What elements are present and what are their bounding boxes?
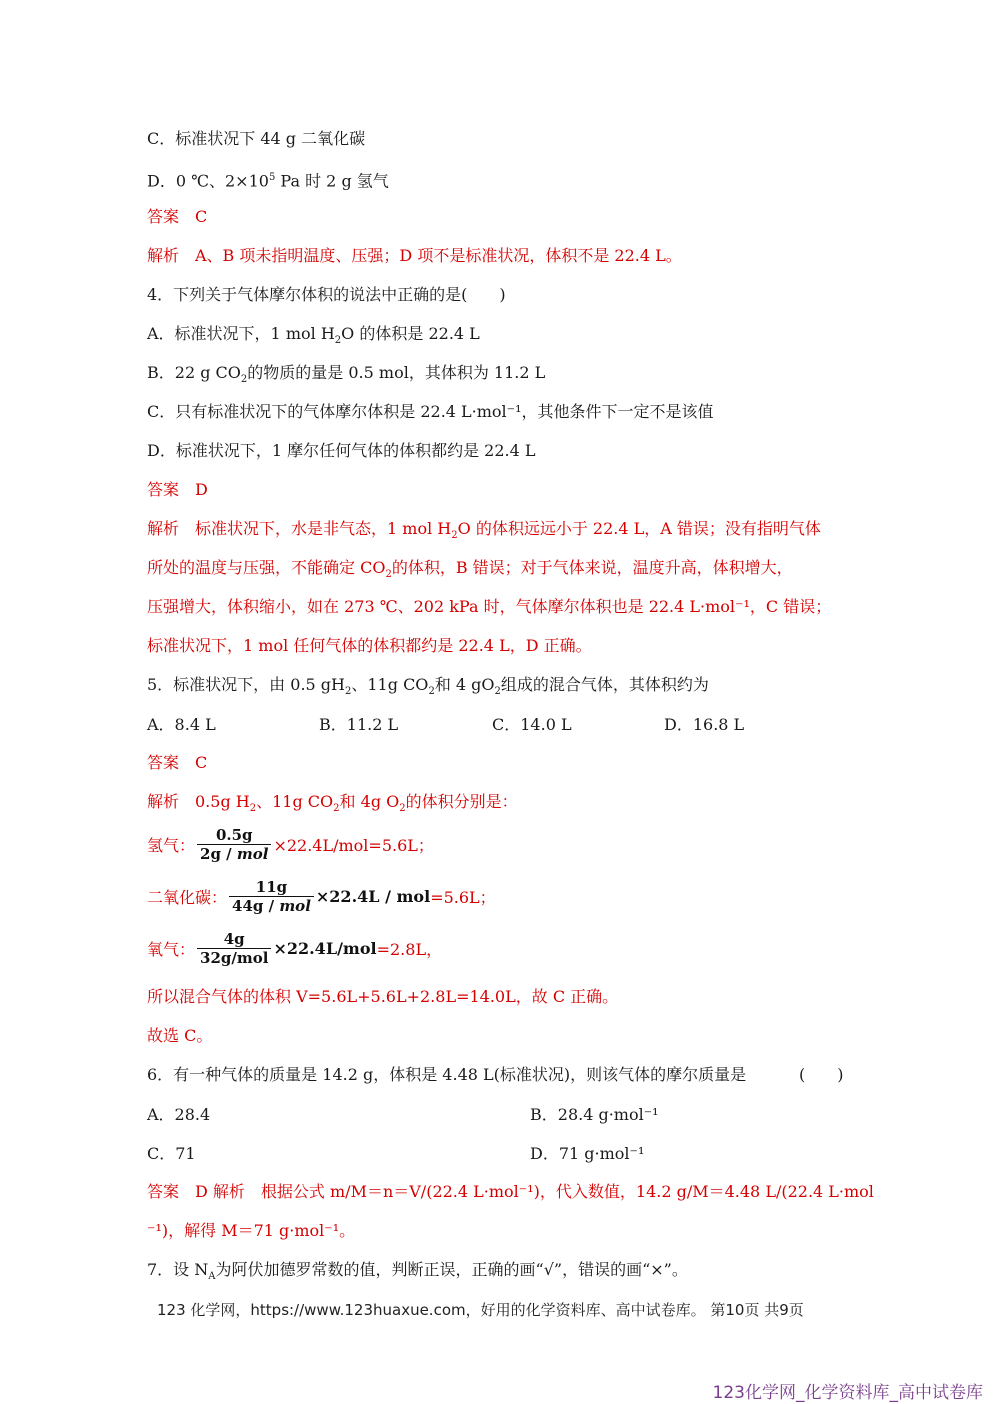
q4-analysis-text4: 的体积，B 错误；对于气体来说，温度升高，体积增大， [391, 558, 793, 577]
q5-co2-den-b: mol [279, 897, 311, 915]
q6-answer-line2: ⁻¹)，解得 M＝71 g·mol⁻¹。 [147, 1221, 356, 1240]
q5-option-a: A．8.4 L [147, 715, 216, 734]
q4-option-c: C．只有标准状况下的气体摩尔体积是 22.4 L·mol⁻¹，其他条件下一定不是该值 [147, 402, 714, 421]
q5-stem-c: 和 4 gO [434, 675, 495, 694]
q4-answer: 答案 D [147, 480, 208, 499]
q3-analysis: 解析 A、B 项未指明温度、压强；D 项不是标准状况，体积不是 22.4 L。 [147, 246, 682, 265]
q4-analysis-line3: 压强增大，体积缩小，如在 273 ℃、202 kPa 时，气体摩尔体积也是 22.4 L·mol⁻¹，C 错误； [147, 597, 832, 616]
q5-analysis-c: 和 4g O [339, 792, 400, 811]
sub-2: 2 [345, 686, 352, 698]
q5-sum: 所以混合气体的体积 V=5.6L+5.6L+2.8L=14.0L，故 C 正确。 [147, 987, 619, 1006]
q5-co2-denominator [229, 896, 314, 915]
q3-option-d [147, 167, 389, 192]
q5-o2-fraction [197, 930, 271, 967]
q5-h2-tail: ×22.4L/mol=5.6L； [273, 836, 434, 855]
q5-co2-fraction [229, 878, 314, 915]
q7-stem [147, 1259, 688, 1288]
q4-option-a [147, 323, 480, 352]
q5-co2-den-a: 44g / [232, 897, 280, 915]
q5-h2-denominator [197, 844, 271, 863]
q5-o2-numerator: 4g [223, 930, 245, 948]
q6-option-d: D．71 g·mol⁻¹ [530, 1144, 645, 1163]
q5-option-b: B．11.2 L [319, 715, 399, 734]
q5-o2-denominator: 32g/mol [197, 948, 271, 967]
q6-paren: ( ) [799, 1065, 844, 1084]
q4-option-d: D．标准状况下，1 摩尔任何气体的体积都约是 22.4 L [147, 441, 536, 460]
q5-analysis-d: 的体积分别是： [405, 792, 518, 811]
q5-co2-label: 二氧化碳： [147, 888, 228, 907]
q5-analysis-b: 、11g CO [256, 792, 334, 811]
q3-option-d-text2: Pa 时 2 g 氢气 [275, 171, 389, 191]
q5-answer: 答案 C [147, 753, 208, 772]
q4-analysis-text2: O 的体积远远小于 22.4 L，A 错误；没有指明气体 [457, 519, 821, 538]
q5-o2-label: 氧气： [147, 940, 196, 959]
q5-co2-mid: ×22.4L / mol [315, 887, 431, 906]
q5-h2-numerator: 0.5g [215, 826, 253, 844]
q5-h2-fraction [197, 826, 271, 863]
q6-stem: 6．有一种气体的质量是 14.2 g，体积是 4.48 L(标准状况)，则该气体的摩尔质量是 [147, 1065, 747, 1084]
sub-2: 2 [240, 374, 248, 386]
q5-o2-calc [147, 930, 442, 967]
q5-h2-label: 氢气： [147, 836, 196, 855]
q6-option-c: C．71 [147, 1144, 196, 1163]
site-watermark: 123化学网_化学资料库_高中试卷库 [712, 1383, 983, 1403]
q5-analysis-a: 解析 0.5g H [147, 792, 250, 811]
q5-co2-calc [147, 878, 496, 915]
q5-co2-numerator: 11g [255, 878, 288, 896]
page-footer: 123 化学网，https://www.123huaxue.com，好用的化学资料库、高中试卷库。 第10页 共9页 [157, 1301, 804, 1319]
q6-option-a: A．28.4 [147, 1105, 211, 1124]
q5-stem-a: 5．标准状况下，由 0.5 gH [147, 675, 345, 694]
q4-option-a-text: A．标准状况下，1 mol H [147, 324, 335, 343]
sub-2: 2 [428, 686, 435, 698]
sub-2: 2 [494, 686, 501, 698]
q4-analysis-line1 [147, 518, 821, 547]
q5-o2-mid: ×22.4L/mol [273, 939, 377, 958]
q5-analysis [147, 791, 518, 820]
q5-h2-den-a: 2g / [200, 845, 237, 863]
q6-answer-line1: 答案 D 解析 根据公式 m/M＝n＝V/(22.4 L·mol⁻¹)，代入数值，14.2 g/M＝4.48 L/(22.4 L·mol [147, 1182, 874, 1201]
q3-option-c: C．标准状况下 44 g 二氧化碳 [147, 129, 366, 148]
sub-2: 2 [334, 335, 342, 347]
q3-option-d-text: D．0 ℃、2×10 [147, 171, 269, 191]
q4-option-a-text2: O 的体积是 22.4 L [341, 324, 480, 343]
q5-h2-den-b: mol [236, 845, 269, 863]
q7-stem-b: 为阿伏加德罗常数的值，判断正误，正确的画“√”，错误的画“×”。 [215, 1260, 688, 1279]
q5-o2-tail: =2.8L， [376, 940, 443, 959]
q4-option-b-text: B．22 g CO [147, 363, 241, 382]
q5-co2-tail: =5.6L； [430, 888, 496, 907]
q4-option-b [147, 362, 545, 391]
sub-2: 2 [385, 569, 392, 581]
q5-stem-d: 组成的混合气体，其体积约为 [500, 675, 709, 694]
sub-2: 2 [451, 530, 458, 542]
sub-2: 2 [399, 803, 406, 815]
q5-option-d: D．16.8 L [664, 715, 745, 734]
q4-stem: 4．下列关于气体摩尔体积的说法中正确的是( ) [147, 285, 506, 304]
q7-stem-a: 7．设 N [147, 1260, 209, 1279]
q5-stem-b: 、11g CO [351, 675, 429, 694]
sub-2: 2 [333, 803, 340, 815]
q6-option-b: B．28.4 g·mol⁻¹ [530, 1105, 659, 1124]
q7-stem-sub: A [208, 1271, 216, 1283]
q4-analysis-line4: 标准状况下，1 mol 任何气体的体积都约是 22.4 L，D 正确。 [147, 636, 592, 655]
sub-2: 2 [249, 803, 257, 815]
q5-choose: 故选 C。 [147, 1026, 213, 1045]
q5-h2-calc [147, 826, 434, 863]
q4-option-b-text2: 的物质的量是 0.5 mol，其体积为 11.2 L [247, 363, 546, 382]
q4-analysis-line2 [147, 557, 793, 586]
q3-answer: 答案 C [147, 207, 208, 226]
q3-option-d-sup: 5 [268, 172, 276, 183]
q5-stem [147, 674, 709, 703]
q5-option-c: C．14.0 L [492, 715, 572, 734]
q4-analysis-text3: 所处的温度与压强，不能确定 CO [147, 558, 386, 577]
q4-analysis-text: 解析 标准状况下，水是非气态，1 mol H [147, 519, 452, 538]
